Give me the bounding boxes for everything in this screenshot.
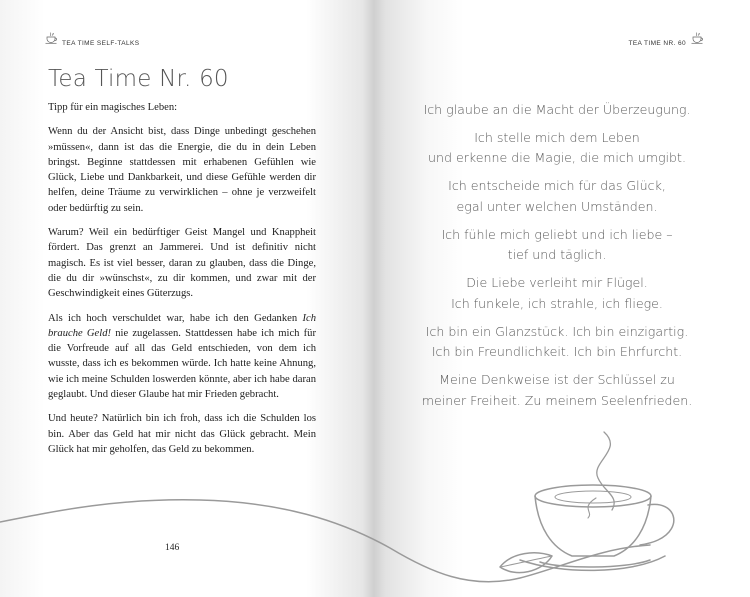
affirmation-line: Meine Denkweise ist der Schlüssel zu <box>439 372 675 388</box>
page-number: 146 <box>165 543 180 553</box>
page-title: Tea Time Nr. 60 <box>48 66 229 92</box>
affirmation <box>412 273 702 314</box>
running-head-right: TEA TIME NR. 60 <box>628 40 686 47</box>
affirmation-line: Ich bin ein Glanzstück. Ich bin einzigartig. <box>425 323 689 339</box>
affirmation-list <box>412 100 702 419</box>
affirmation-line: Ich fühle mich geliebt und ich liebe – <box>441 226 673 242</box>
teacup-icon <box>44 30 59 50</box>
paragraph: Und heute? Natürlich bin ich froh, dass ich die Schulden los bin. Aber das Geld hat mir nicht das Glück gebracht. Mein Glück hat mir geholfen, das Geld zu bekommen. <box>48 413 316 455</box>
affirmation-line: Ich funkele, ich strahle, ich fliege. <box>451 295 663 311</box>
affirmation-line: Ich glaube an die Macht der Überzeugung. <box>423 102 691 117</box>
affirmation <box>412 322 702 363</box>
emphasis-text: Ich brauche Geld! <box>48 312 316 339</box>
teacup-icon <box>690 30 705 50</box>
affirmation-line: meiner Freiheit. Zu meinem Seelenfrieden. <box>421 392 693 408</box>
intro-line: Tipp für ein magisches Leben: <box>48 102 178 113</box>
paragraph <box>48 311 316 403</box>
paragraph-text: nie zugelassen. Stattdessen habe ich mich für die Vorfreude auf all das Geld entschieden, von dem ich wusste, dass ich es bekommen würde. Ich hatte keine Ahnung, wie ich meine Schulden loswerden könnte, aber ich habe daran geglaubt. Und dieser Glaube hat mir Frieden gebracht. <box>48 327 316 401</box>
affirmation-line: Ich bin Freundlichkeit. Ich bin Ehrfurcht. <box>431 344 683 360</box>
left-page <box>0 0 374 597</box>
affirmation-line: Ich stelle mich dem Leben <box>474 129 640 145</box>
paragraph-text: Als ich hoch verschuldet war, habe ich den Gedanken <box>48 312 303 324</box>
affirmation-line: und erkenne die Magie, die mich umgibt. <box>428 150 686 166</box>
body-text <box>48 100 316 466</box>
affirmation <box>412 128 702 169</box>
affirmation-line: egal unter welchen Umständen. <box>456 198 658 214</box>
paragraph: Warum? Weil ein bedürftiger Geist Mangel und Knappheit fördert. Das grenzt an Jammerei. Und ist definitiv nicht magisch. Es ist viel besser, daran zu glauben, dass die Dinge, die du dir »wünschst«, zu dir kommen, und zwar mit der Geschwindigkeit eines Güterzugs. <box>48 227 316 300</box>
affirmation <box>412 100 702 121</box>
affirmation <box>412 370 702 411</box>
affirmation-line: Die Liebe verleiht mir Flügel. <box>466 275 648 291</box>
paragraph: Wenn du der Ansicht bist, dass Dinge unbedingt geschehen »müssen«, dann ist das die Energie, die du in dein Leben bringst. Beginne stattdessen mit erhabenen Gefühlen wie Glück, Liebe und Dankbarkeit, und diese Gefühle werden dir helfen, deine Träume zu verwirklichen – ohne je verzweifelt oder bedürftig zu sein. <box>48 126 316 214</box>
affirmation <box>412 176 702 217</box>
running-head-left: TEA TIME SELF-TALKS <box>62 40 140 47</box>
affirmation-line: Ich entscheide mich für das Glück, <box>448 178 666 194</box>
affirmation <box>412 225 702 266</box>
affirmation-line: tief und täglich. <box>507 247 607 263</box>
